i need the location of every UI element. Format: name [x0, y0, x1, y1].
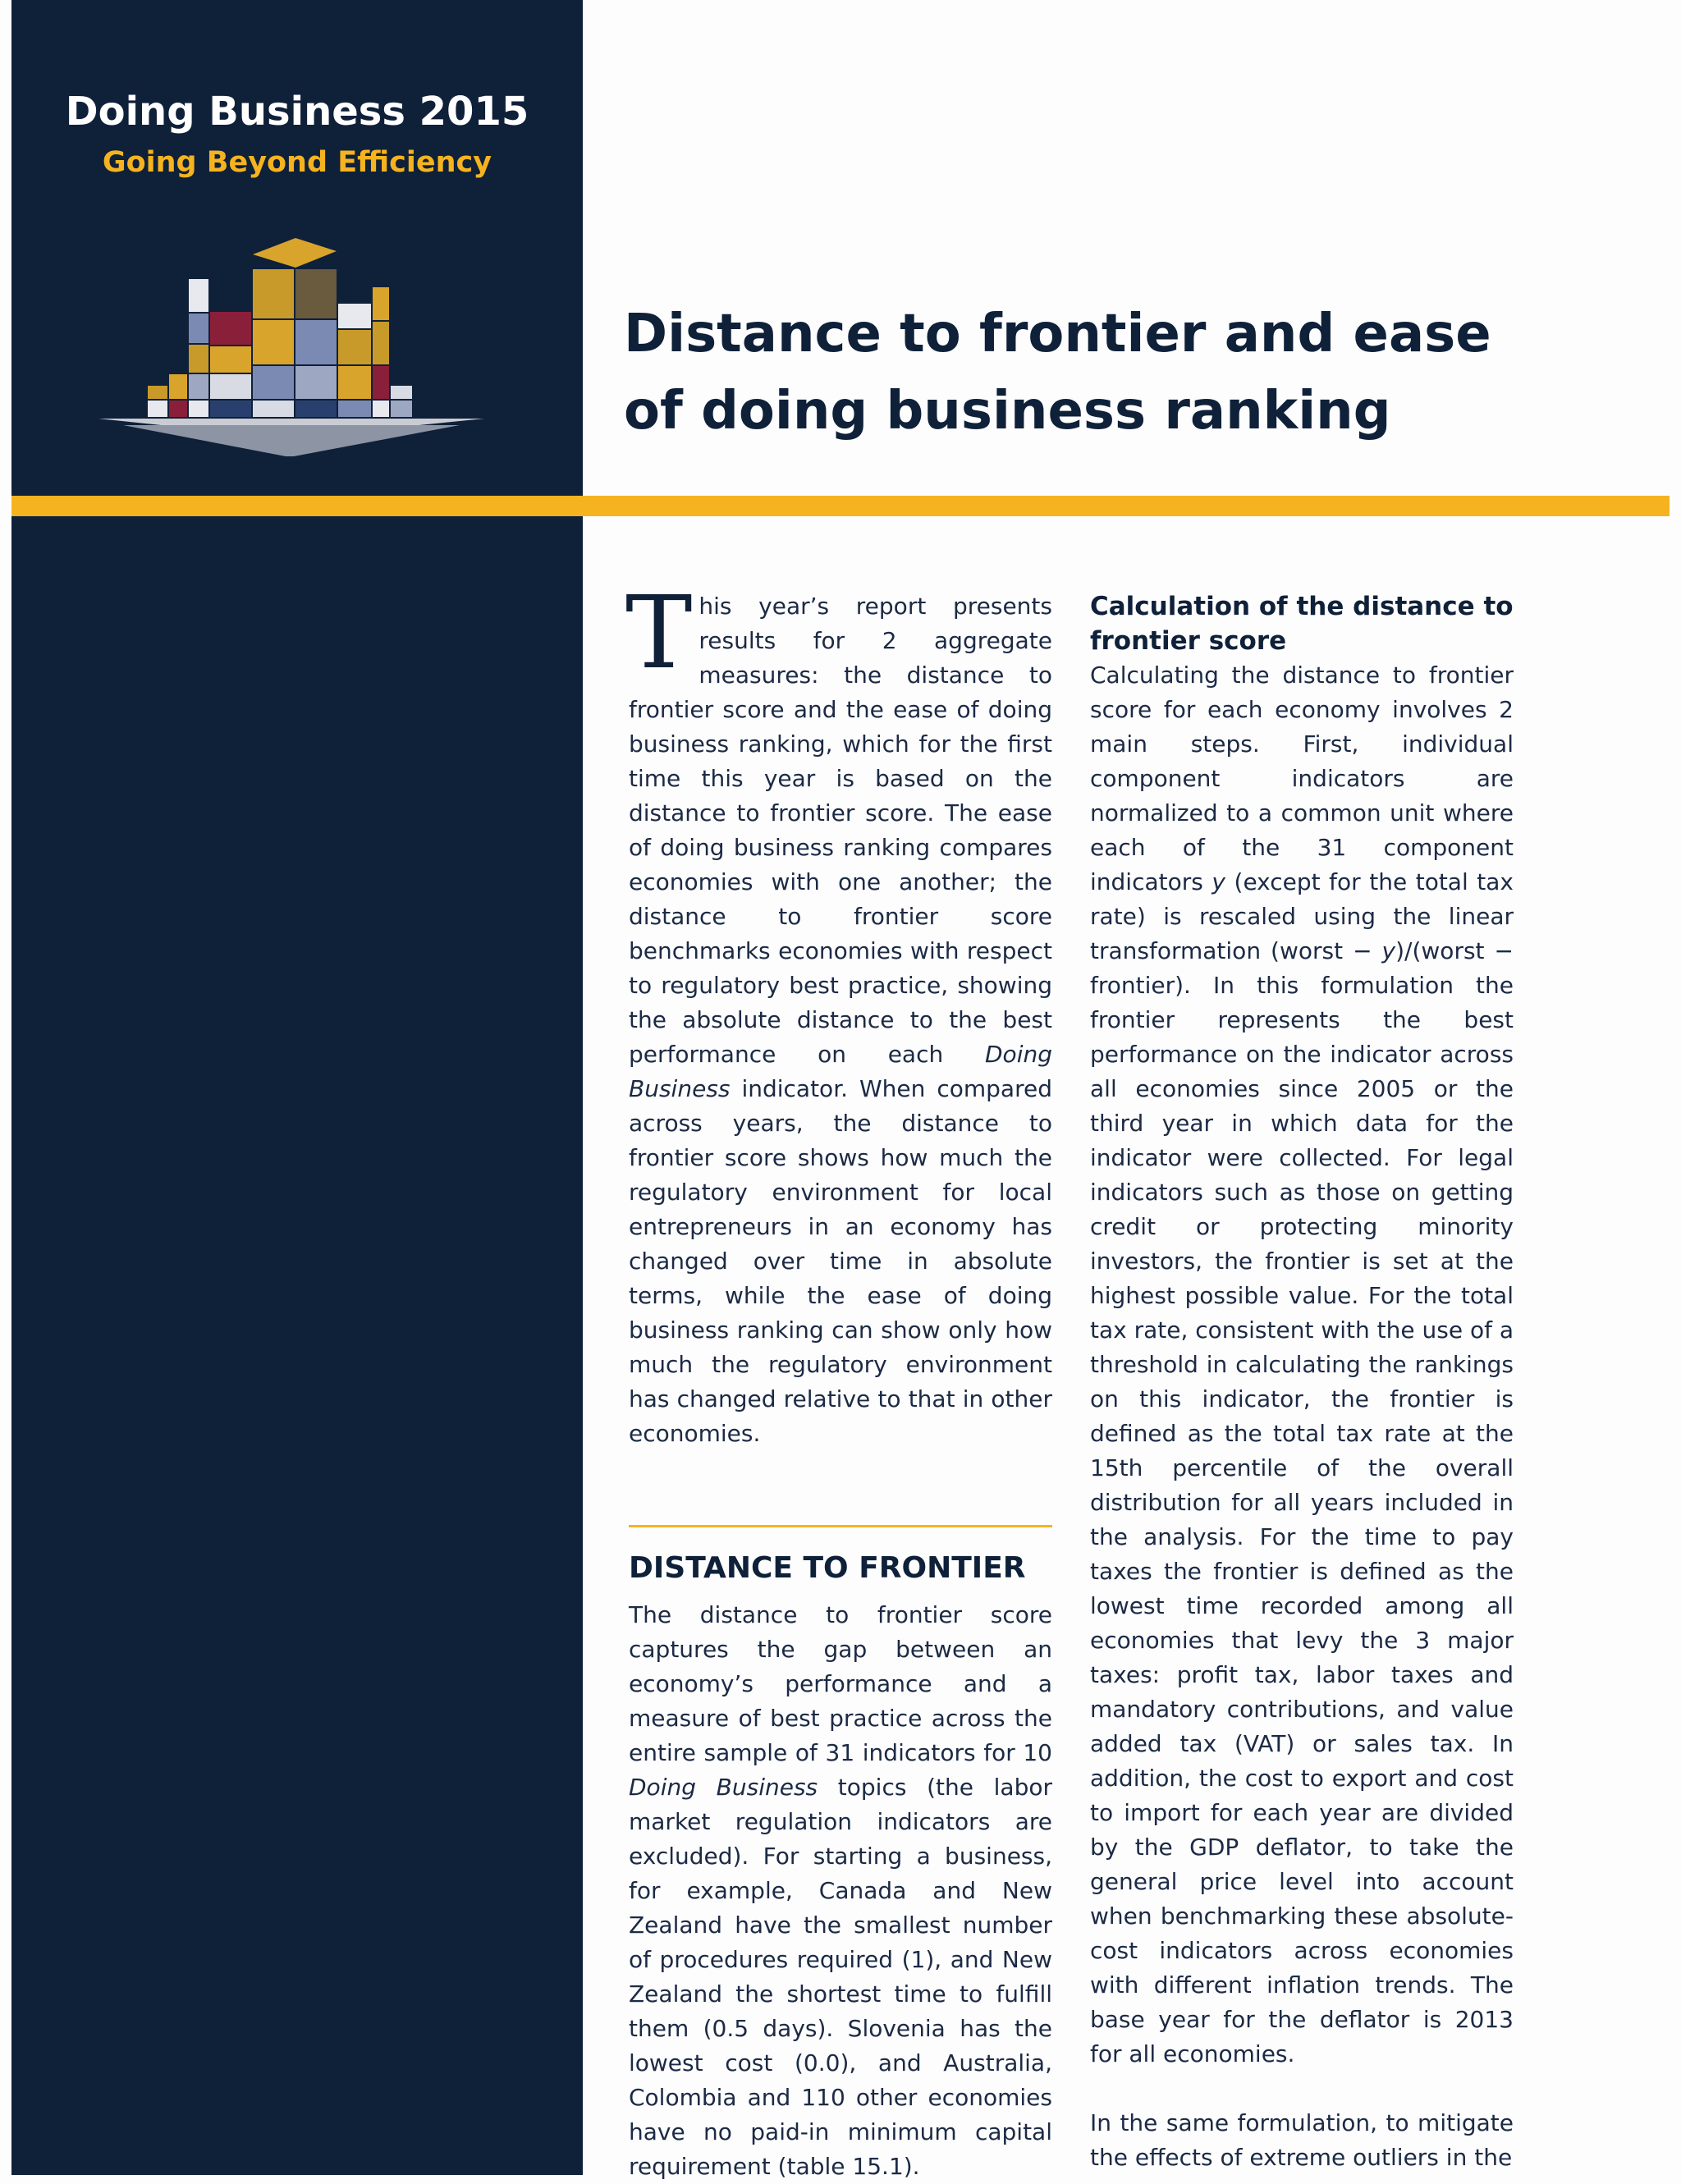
intro-paragraph: This year’s report presents results for 2 aggregate measures: the distance to frontier score and the ease of doing business ranking, which for the first time this year is based on the distance to frontier score. The ease of doing business ranking compares economies with one another; the distance to frontier score benchmarks economies with respect to regulatory best practice, showing the absolute distance to the best performance on each Doing Business indicator. When compared across years, the distance to frontier score shows how much the regulatory environment for local entrepreneurs in an economy has changed over time in absolute terms, while the ease of doing business ranking can show only how much the regulatory environment has changed relative to that in other economies. [625, 575, 1052, 1447]
drop-cap: T [625, 575, 693, 691]
report-title: Doing Business 2015 [65, 89, 529, 135]
page-title: Distance to frontier and ease of doing business ranking [624, 304, 1491, 442]
header-divider-bar [11, 496, 1670, 516]
right-text-column [1090, 589, 1514, 2175]
outliers-paragraph: In the same formulation, to mitigate the effects of extreme outliers in the [1090, 2109, 1514, 2171]
section-heading-calculation: Calculation of the distance to frontier score [1090, 592, 1514, 656]
left-text-column [625, 575, 1052, 2184]
report-subtitle: Going Beyond Efficiency [102, 146, 492, 179]
section-divider [629, 1525, 1052, 1527]
building-blocks-logo [90, 222, 492, 468]
calculation-paragraph: Calculating the distance to frontier score for each economy involves 2 main steps. First, individual component indicators are normalized to a common unit where each of the 31 component indicators y (except for the total tax rate) is rescaled using the linear transformation (worst − y)/(worst − frontier). In this formulation the frontier represents the best performance on the indicator across all economies since 2005 or the third year in which data for the indicator were collected. For legal indicators such as those on getting credit or protecting minority investors, the frontier is set at the highest possible value. For the total tax rate, consistent with the use of a threshold in calculating the rankings on this indicator, the frontier is defined as the total tax rate at the 15th percentile of the overall distribution for all years included in the analysis. For the time to pay taxes the frontier is defined as the lowest time recorded among all economies that levy the 3 major taxes: profit tax, labor taxes and mandatory contributions, and value added tax (VAT) or sales tax. In addition, the cost to export and cost to import for each year are divided by the GDP deflator, to take the general price level into account when benchmarking these absolute-cost indicators across economies with different inflation trends. The base year for the deflator is 2013 for all economies. [1090, 662, 1514, 2067]
section-heading-distance: DISTANCE TO FRONTIER [629, 1551, 1026, 1585]
distance-paragraph: The distance to frontier score captures the gap between an economy’s performance and a measure of best practice across the entire sample of 31 indicators for 10 Doing Business topics (the labor market regulation indicators are excluded). For starting a business, for example, Canada and New Zealand have the smallest number of procedures required (1), and New Zealand the shortest time to fulfill them (0.5 days). Slovenia has the lowest cost (0.0), and Australia, Colombia and 110 other economies have no paid-in minimum capital requirement (table 15.1). [629, 1601, 1052, 2180]
